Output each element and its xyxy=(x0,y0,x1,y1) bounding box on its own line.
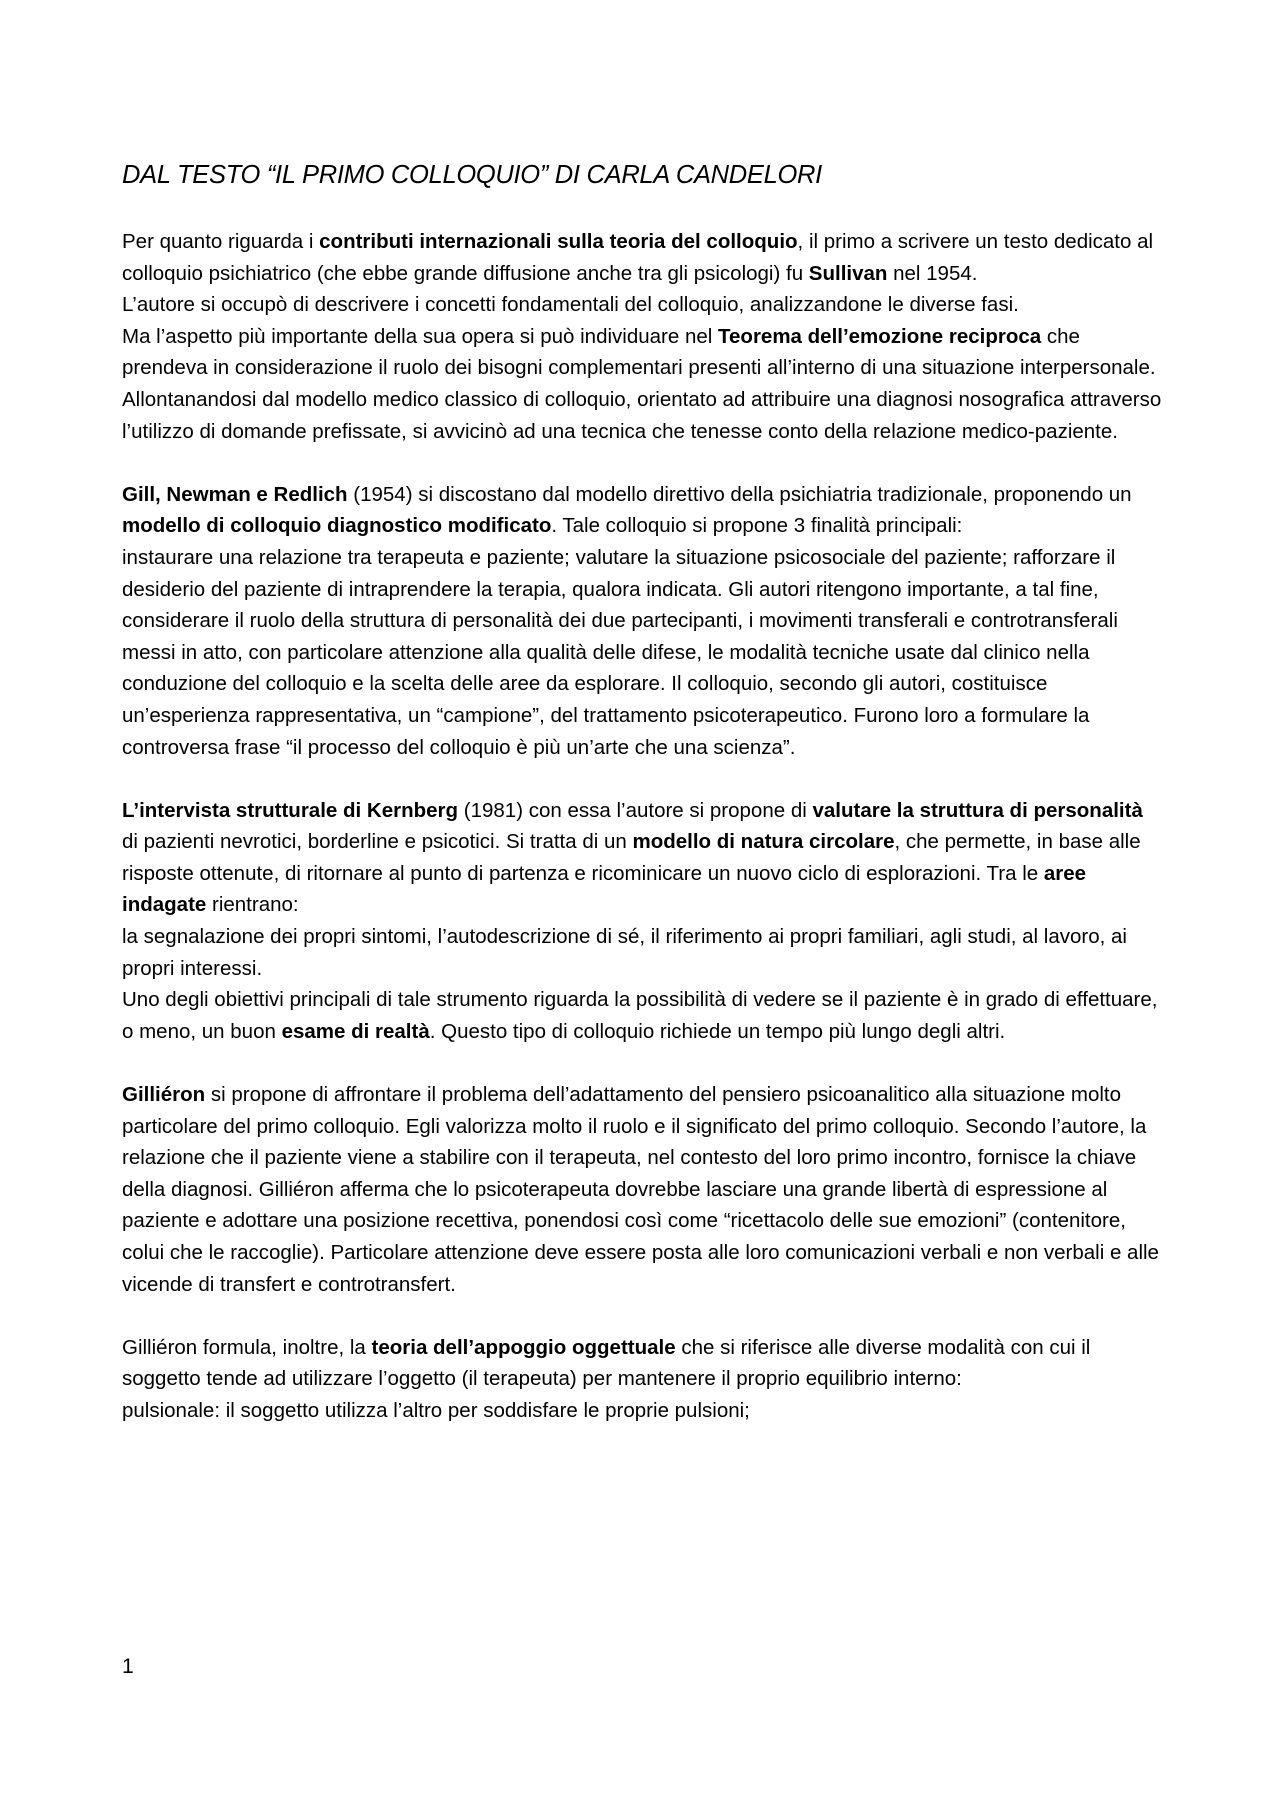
bold-term: Sullivan xyxy=(808,261,888,285)
paragraph-sullivan-intro: Per quanto riguarda i contributi internazionali sulla teoria del colloquio, il primo a scrivere un testo dedicato al colloquio psichiatrico (che ebbe grande diffusione anche tra gli psicologi) fu Sullivan nel 1954. xyxy=(122,230,1154,285)
paragraph-sullivan-theorem: Ma l’aspetto più importante della sua opera si può individuare nel Teorema dell’emozione reciproca che prendeva in considerazione il ruolo dei bisogni complementari presenti all’interno di una situazione interpersonale. Allontanandosi dal modello medico classico di colloquio, orientato ad attribuire una diagnosi nosografica attraverso l’utilizzo di domande prefissate, si avvicinò ad una tecnica che tenesse conto della relazione medico-paziente. xyxy=(122,324,1162,443)
paragraph-gill-intro: Gill, Newman e Redlich (1954) si discostano dal modello direttivo della psichiatria tradizionale, proponendo un modello di colloquio diagnostico modificato. Tale colloquio si propone 3 finalità principali: xyxy=(122,482,1132,538)
paragraph-kernberg-intro: L’intervista strutturale di Kernberg (1981) con essa l’autore si propone di valutare la struttura di personalità di pazienti nevrotici, borderline e psicotici. Si tratta di un modello di natura circolare, che permette, in base alle risposte ottenute, di ritornare al punto di partenza e ricominicare un nuovo ciclo di esplorazioni. Tra le aree indagate rientrano: xyxy=(122,798,1143,917)
bold-term: aree indagate xyxy=(122,861,1087,917)
bold-term: modello di natura circolare xyxy=(632,830,895,854)
bold-term: modello di colloquio diagnostico modificato xyxy=(122,514,552,538)
bold-term: teoria dell’appoggio oggettuale xyxy=(371,1335,676,1359)
bold-term: contributi internazionali sulla teoria del colloquio xyxy=(319,230,798,253)
paragraph-kernberg-goals: Uno degli obiettivi principali di tale strumento riguarda la possibilità di vedere se il paziente è in grado di effettuare, o meno, un buon esame di realtà. Questo tipo di colloquio richiede un tempo più lungo degli altri. xyxy=(122,988,1158,1043)
paragraph-kernberg-areas: la segnalazione dei propri sintomi, l’autodescrizione di sé, il riferimento ai propri familiari, agli studi, al lavoro, ai propri interessi. xyxy=(122,925,1127,980)
paragraph-gillieron: Gilliéron si propone di affrontare il problema dell’adattamento del pensiero psicoanalitico alla situazione molto particolare del primo colloquio. Egli valorizza molto il ruolo e il significato del primo colloquio. Secondo l’autore, la relazione che il paziente viene a stabilire con il terapeuta, nel contesto del loro primo incontro, fornisce la chiave della diagnosi. Gilliéron afferma che lo psicoterapeuta dovrebbe lasciare una grande libertà di espressione al paziente e adottare una posizione recettiva, ponendosi così come “ricettacolo delle sue emozioni” (contenitore, colui che le raccoglie). Particolare attenzione deve essere posta alle loro comunicazioni verbali e non verbali e alle vicende di transfert e controtransfert. xyxy=(122,1083,1159,1296)
paragraph-sullivan-concepts: L’autore si occupò di descrivere i concetti fondamentali del colloquio, analizzandone le diverse fasi. xyxy=(122,293,1019,317)
document-body xyxy=(122,157,1162,1427)
bold-term: L’intervista strutturale di Kernberg xyxy=(122,798,459,822)
bold-term: Teorema dell’emozione reciproca xyxy=(718,324,1042,348)
document-title: DAL TESTO “IL PRIMO COLLOQUIO” DI CARLA CANDELORI xyxy=(122,161,822,189)
paragraph-gill-details: instaurare una relazione tra terapeuta e paziente; valutare la situazione psicosociale del paziente; rafforzare il desiderio del paziente di intraprendere la terapia, qualora indicata. Gli autori ritengono importante, a tal fine, considerare il ruolo della struttura di personalità dei due partecipanti, i movimenti transferali e controtransferali messi in atto, con particolare attenzione alla qualità delle difese, le modalità tecniche usate dal clinico nella conduzione del colloquio e la scelta delle aree da esplorare. Il colloquio, secondo gli autori, costituisce un’esperienza rappresentativa, un “campione”, del trattamento psicoterapeutico. Furono loro a formulare la controversa frase “il processo del colloquio è più un’arte che una scienza”. xyxy=(122,545,1118,759)
bold-term: Gilliéron xyxy=(122,1083,206,1107)
paragraph-appoggio-pulsionale: pulsionale: il soggetto utilizza l’altro per soddisfare le proprie pulsioni; xyxy=(122,1398,750,1422)
page-number: 1 xyxy=(122,1655,134,1678)
bold-term: Gill, Newman e Redlich xyxy=(122,482,348,506)
paragraph-appoggio-intro: Gilliéron formula, inoltre, la teoria dell’appoggio oggettuale che si riferisce alle diverse modalità con cui il soggetto tende ad utilizzare l’oggetto (il terapeuta) per mantenere il proprio equilibrio interno: xyxy=(122,1335,1091,1391)
bold-term: valutare la struttura di personalità xyxy=(812,798,1143,822)
bold-term: esame di realtà xyxy=(281,1019,430,1043)
